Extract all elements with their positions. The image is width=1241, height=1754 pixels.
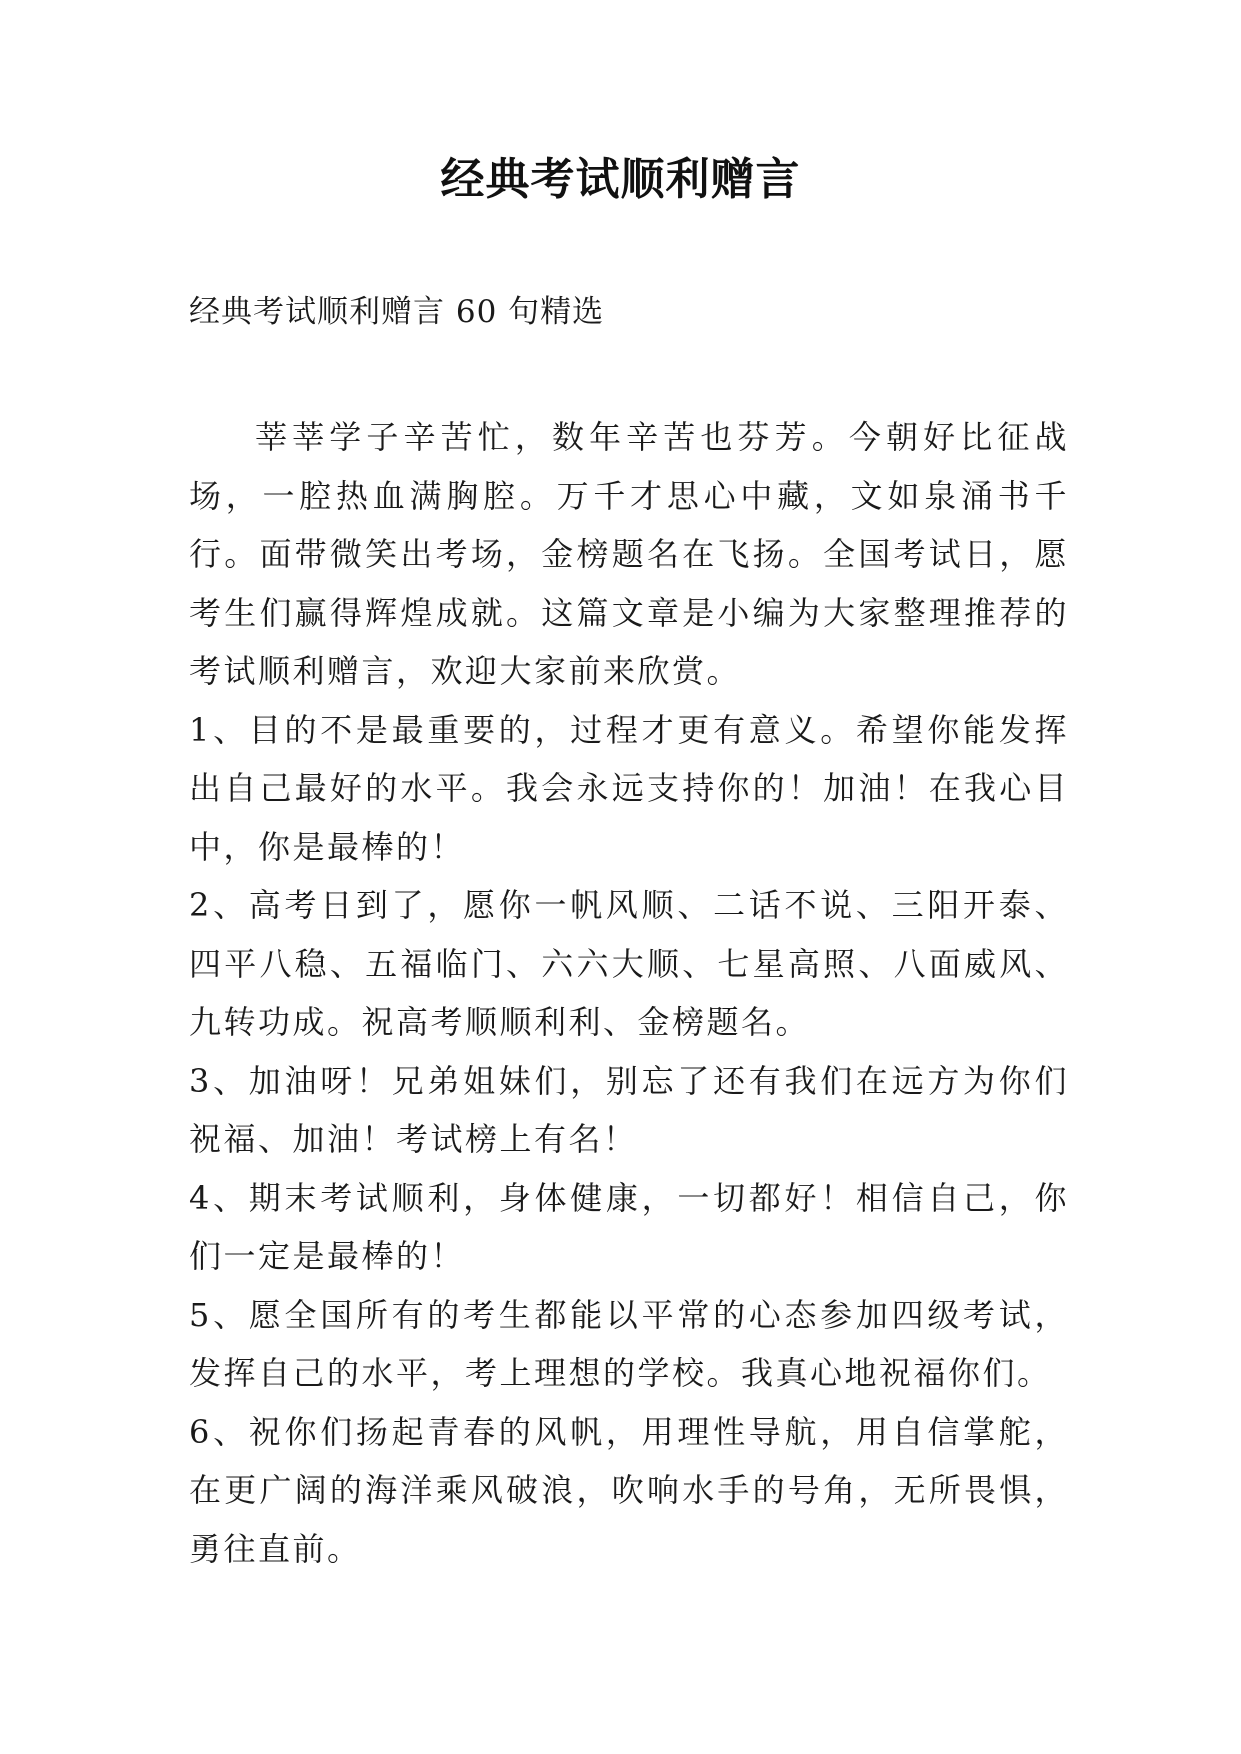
list-item: 4、期末考试顺利，身体健康，一切都好！相信自己，你们一定是最棒的！ (189, 1178, 1069, 1275)
list-item: 5、愿全国所有的考生都能以平常的心态参加四级考试，发挥自己的水平，考上理想的学校。我真心地祝福你们。 (189, 1295, 1069, 1392)
document-subtitle: 经典考试顺利赠言 60 句精选 (189, 294, 605, 330)
list-item: 2、高考日到了，愿你一帆风顺、二话不说、三阳开泰、四平八稳、五福临门、六六大顺、七星高照、八面威风、九转功成。祝高考顺顺利利、金榜题名。 (189, 886, 1069, 1041)
list-item: 6、祝你们扬起青春的风帆，用理性导航，用自信掌舵，在更广阔的海洋乘风破浪，吹响水手的号角，无所畏惧，勇往直前。 (189, 1412, 1069, 1568)
intro-paragraph: 莘莘学子辛苦忙，数年辛苦也芬芳。今朝好比征战场，一腔热血满胸腔。万千才思心中藏，文如泉涌书千行。面带微笑出考场，金榜题名在飞扬。全国考试日，愿考生们赢得辉煌成就。这篇文章是小编为大家整理推荐的考试顺利赠言，欢迎大家前来欣赏。 (189, 418, 1069, 690)
list-item: 1、目的不是最重要的，过程才更有意义。希望你能发挥出自己最好的水平。我会永远支持你的！加油！在我心目中，你是最棒的！ (189, 710, 1069, 866)
list-item: 3、加油呀！兄弟姐妹们，别忘了还有我们在远方为你们祝福、加油！考试榜上有名！ (189, 1061, 1069, 1158)
document-title: 经典考试顺利赠言 (440, 154, 801, 205)
document-body (189, 408, 1069, 1578)
